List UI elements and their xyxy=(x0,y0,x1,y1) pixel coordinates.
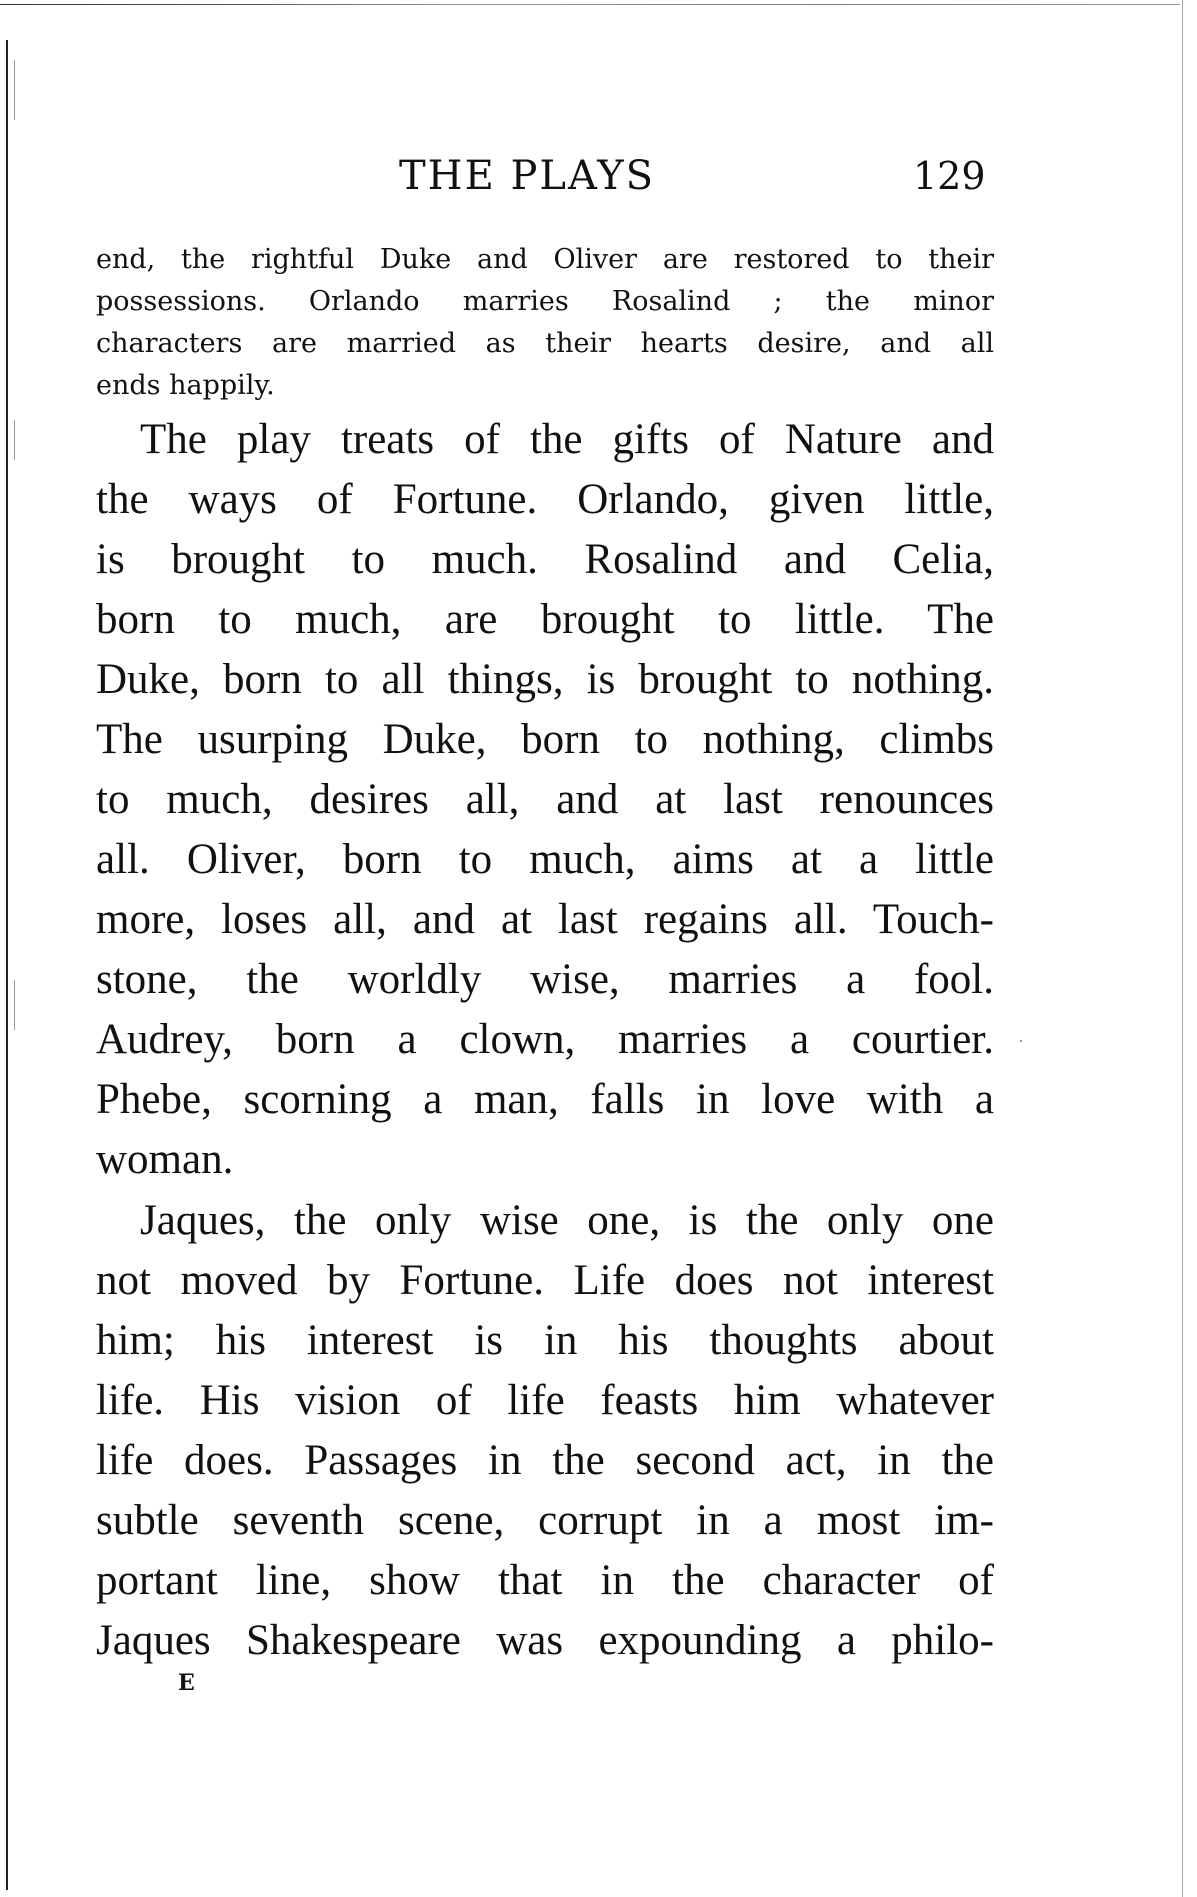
text-line: Duke, born to all things, is brought to nothing. xyxy=(96,656,994,703)
text-line: woman. xyxy=(96,1136,234,1183)
text-line: all. Oliver, born to much, aims at a little xyxy=(96,836,994,883)
paragraph xyxy=(96,1191,994,1671)
plot-summary-paragraph xyxy=(96,239,994,407)
text-line: portant line, show that in the character of xyxy=(96,1557,994,1604)
text-line: Audrey, born a clown, marries a courtier. xyxy=(96,1016,994,1063)
text-line: The play treats of the gifts of Nature and xyxy=(140,416,994,463)
paragraph xyxy=(96,410,994,1190)
signature-mark: E xyxy=(178,1670,195,1696)
text-line: characters are married as their hearts desire, and all xyxy=(96,328,994,359)
text-line: to much, desires all, and at last renounces xyxy=(96,776,994,823)
scan-mark xyxy=(14,420,15,460)
scan-mark xyxy=(14,980,15,1030)
text-line: born to much, are brought to little. The xyxy=(96,596,994,643)
text-line: possessions. Orlando marries Rosalind ; the minor xyxy=(96,286,994,317)
text-line: subtle seventh scene, corrupt in a most im- xyxy=(96,1497,994,1544)
scan-speck xyxy=(1020,1040,1022,1042)
text-line: life does. Passages in the second act, in the xyxy=(96,1437,994,1484)
page-top-edge xyxy=(0,4,1180,5)
text-line: ends happily. xyxy=(96,370,275,401)
text-line: the ways of Fortune. Orlando, given little, xyxy=(96,476,994,523)
page-number: 129 xyxy=(913,154,986,198)
scan-mark xyxy=(14,60,15,120)
text-line: life. His vision of life feasts him whatever xyxy=(96,1377,994,1424)
page-right-edge xyxy=(1182,0,1183,1897)
text-line: him; his interest is in his thoughts about xyxy=(96,1317,994,1364)
body-text xyxy=(96,410,994,1671)
page-left-edge xyxy=(6,40,8,1890)
text-line: is brought to much. Rosalind and Celia, xyxy=(96,536,994,583)
text-line: not moved by Fortune. Life does not interest xyxy=(96,1257,994,1304)
text-line: stone, the worldly wise, marries a fool. xyxy=(96,956,994,1003)
text-line: The usurping Duke, born to nothing, climbs xyxy=(96,716,994,763)
running-title: THE PLAYS xyxy=(399,153,656,199)
text-line: end, the rightful Duke and Oliver are restored to their xyxy=(96,244,994,275)
text-line: more, loses all, and at last regains all. Touch- xyxy=(96,896,994,943)
text-line: Jaques Shakespeare was expounding a philo- xyxy=(96,1617,994,1664)
text-line: Jaques, the only wise one, is the only one xyxy=(140,1197,994,1244)
running-header xyxy=(96,152,996,200)
text-line: Phebe, scorning a man, falls in love with a xyxy=(96,1076,994,1123)
